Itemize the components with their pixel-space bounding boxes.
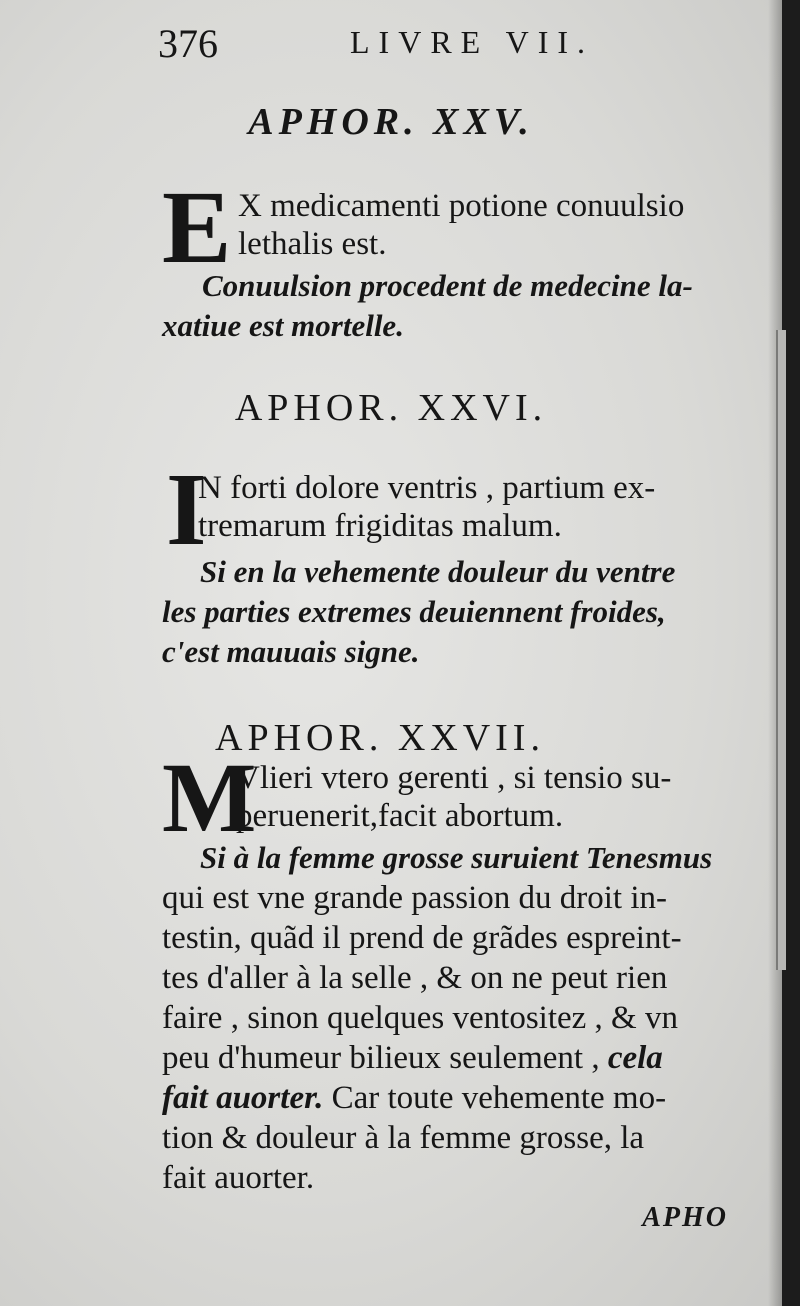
latin-line: Vlieri vtero gerenti , si tensio su- — [236, 760, 672, 796]
latin-line: peruenerit,facit abortum. — [236, 798, 564, 834]
page-number: 376 — [158, 21, 218, 66]
aphorism-27-heading: APHOR. XXVII. — [215, 717, 545, 759]
book-title: LIVRE VII. — [350, 24, 595, 60]
body-line-italic: fait auorter. — [162, 1080, 324, 1116]
french-line: les parties extremes deuiennent froides, — [162, 594, 666, 629]
body-line: faire , sinon quelques ventositez , & vn — [162, 1000, 678, 1036]
latin-line: tremarum frigiditas malum. — [198, 508, 562, 544]
aphorism-26-heading: APHOR. XXVI. — [234, 387, 548, 429]
body-line: tes d'aller à la selle , & on ne peut rien — [162, 960, 668, 996]
french-line: c'est mauuais signe. — [162, 634, 420, 669]
aphorism-26 — [162, 452, 742, 678]
french-line: Conuulsion procedent de medecine la- — [202, 268, 693, 303]
latin-line: N forti dolore ventris , partium ex- — [198, 470, 656, 506]
french-line: xatiue est mortelle. — [162, 308, 404, 343]
body-line: fait auorter. — [162, 1160, 315, 1196]
aphorism-25 — [162, 170, 742, 346]
latin-line: lethalis est. — [238, 226, 387, 262]
french-line: Si à la femme grosse suruient Tenesmus — [200, 840, 713, 875]
catchword: APHO — [642, 1202, 728, 1233]
aphorism-25-heading: APHOR. XXV. — [248, 101, 534, 143]
body-line-text: peu d'humeur bilieux seulement , — [162, 1040, 600, 1076]
running-head — [0, 20, 782, 70]
french-line: Si en la vehemente douleur du ventre — [200, 554, 676, 589]
body-line-italic: cela — [607, 1040, 663, 1076]
aphorism-27 — [162, 742, 742, 1208]
body-line: qui est vne grande passion du droit in- — [162, 880, 667, 916]
drop-cap-e: E — [162, 170, 232, 285]
body-line: tion & douleur à la femme grosse, la — [162, 1120, 645, 1156]
body-line — [162, 1078, 666, 1118]
drop-cap-m: M — [162, 742, 257, 853]
drop-cap-i: I — [166, 452, 207, 567]
body-line — [162, 1038, 663, 1078]
body-line-text: Car toute vehemente mo- — [331, 1080, 667, 1116]
latin-line: X medicamenti potione conuulsio — [238, 188, 685, 224]
body-line: testin, quãd il prend de grãdes espreint- — [162, 920, 682, 956]
